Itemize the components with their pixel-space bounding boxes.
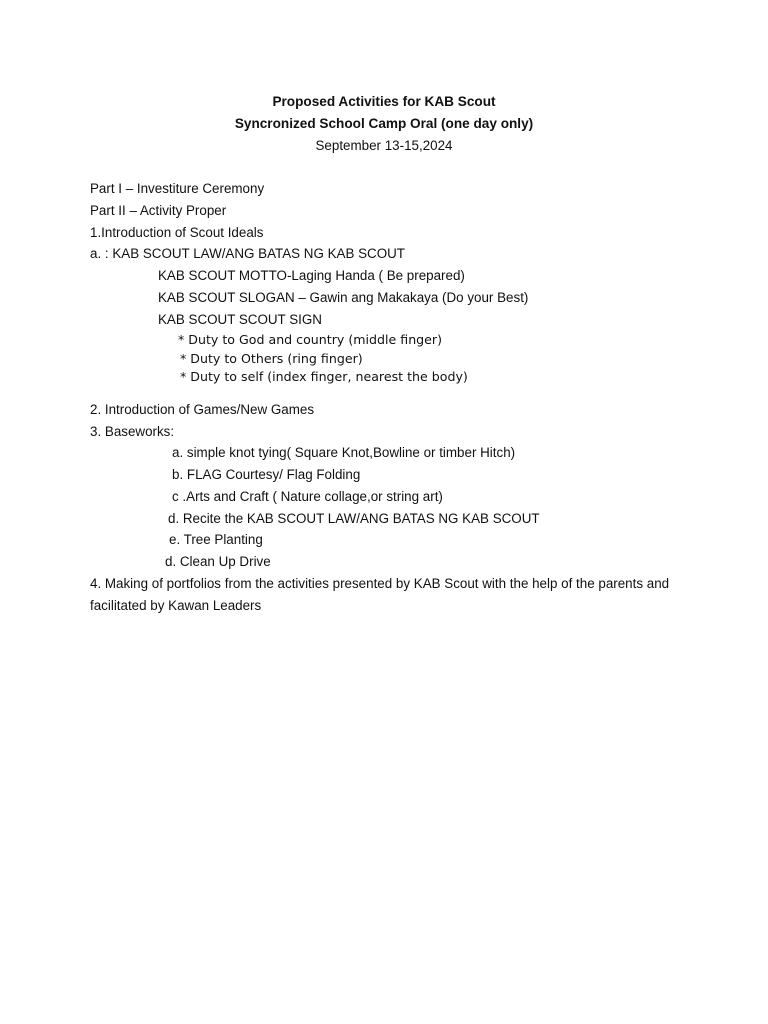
document-subtitle: Syncronized School Camp Oral (one day only) [234,116,534,131]
duty-item: * Duty to Others (ring finger) [180,351,363,366]
section-two-heading: 2. Introduction of Games/New Games [90,402,315,417]
scout-slogan-line: KAB SCOUT SLOGAN – Gawin ang Makakaya (Do your Best) [158,290,529,305]
basework-item: a. simple knot tying( Square Knot,Bowline or timber Hitch) [172,445,516,460]
duty-item: * Duty to self (index finger, nearest the body) [180,369,468,384]
duty-item: * Duty to God and country (middle finger) [178,332,443,347]
basework-item: d. Recite the KAB SCOUT LAW/ANG BATAS NG KAB SCOUT [168,511,540,526]
scout-law-line: a. : KAB SCOUT LAW/ANG BATAS NG KAB SCOUT [90,246,405,261]
part-two-heading: Part II – Activity Proper [90,203,227,218]
section-three-heading: 3. Baseworks: [90,424,175,439]
basework-item: e. Tree Planting [169,532,263,547]
basework-item: d. Clean Up Drive [165,554,271,569]
part-one-heading: Part I – Investiture Ceremony [90,181,265,196]
section-one-heading: 1.Introduction of Scout Ideals [90,225,264,240]
scout-sign-line: KAB SCOUT SCOUT SIGN [158,312,322,327]
scout-motto-line: KAB SCOUT MOTTO-Laging Handa ( Be prepared) [158,268,465,283]
basework-item: c .Arts and Craft ( Nature collage,or string art) [172,489,443,504]
section-four-paragraph: 4. Making of portfolios from the activities presented by KAB Scout with the help of the parents and facilitated by Kawan Leaders [90,576,670,613]
document-title: Proposed Activities for KAB Scout [272,94,496,109]
document-date: September 13-15,2024 [315,138,453,153]
basework-item: b. FLAG Courtesy/ Flag Folding [172,467,361,482]
